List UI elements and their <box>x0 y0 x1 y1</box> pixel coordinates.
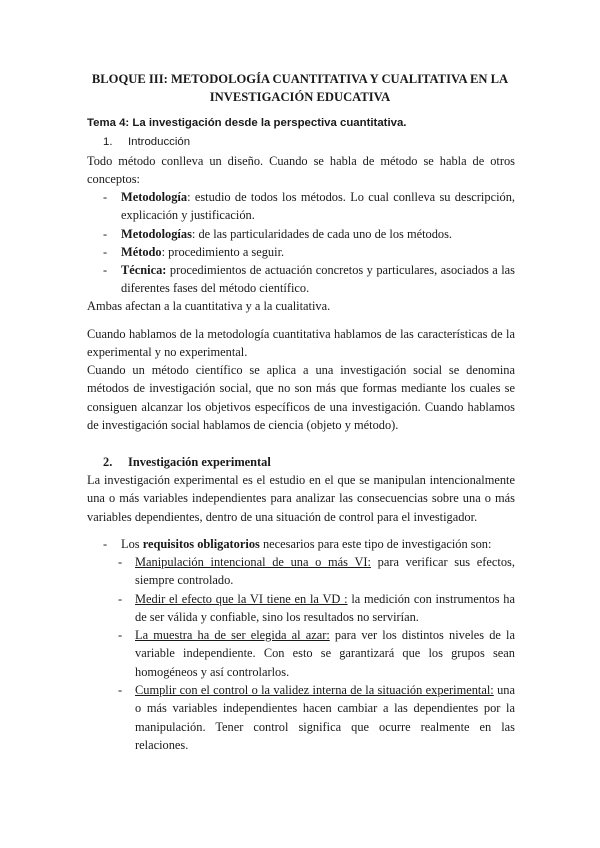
section-2-number: 2. <box>103 455 113 469</box>
section-1-number: 1. <box>103 136 113 148</box>
section-1-closing: Ambas afectan a la cuantitativa y a la cualitativa. <box>87 299 331 313</box>
list-item <box>103 626 515 681</box>
list-item <box>103 590 515 627</box>
document-title <box>70 70 530 106</box>
list-item <box>87 188 515 225</box>
section-1-paragraph-3: Cuando un método científico se aplica a una investigación social se denomina métodos de investigación social, que no son más que formas mediante los cuales se consiguen alcanzar los objetivos específicos de una investigación. Cuando hablamos de investigación social hablamos de ciencia (objeto y método). <box>87 363 515 432</box>
req-prefix: Los <box>121 537 143 551</box>
requirement-text: la medición con instrumentos ha de ser válida y confiable, sino los resultados no servirían. <box>135 591 515 624</box>
definition: : procedimiento a seguir. <box>161 244 285 259</box>
list-item <box>87 243 515 261</box>
topic-heading: Tema 4: La investigación desde la perspectiva cuantitativa. <box>87 117 407 129</box>
definition: : estudio de todos los métodos. Lo cual conlleva su descripción, explicación y justificación. <box>121 190 515 223</box>
req-bold: requisitos obligatorios <box>142 537 260 551</box>
section-1-paragraph-2: Cuando hablamos de la metodología cuantitativa hablamos de las características de la experimental y no experimental. <box>87 327 515 360</box>
concepts-list <box>87 188 515 298</box>
requirement-text: para ver los distintos niveles de la variable independiente. Con esto se garantizará que los grupos sean homogéneos y así controlarlos. <box>135 628 515 679</box>
requirements-intro-list <box>87 535 515 553</box>
section-1-title: Introducción <box>128 136 191 148</box>
requirement-title: Manipulación intencional de una o más VI: <box>135 555 371 569</box>
section-2-heading <box>87 453 515 471</box>
requirement-text: para verificar sus efectos, siempre controlado. <box>135 555 515 588</box>
term: Método <box>121 244 162 259</box>
list-item <box>87 535 515 553</box>
section-1-heading <box>87 133 515 151</box>
term: Técnica: <box>121 263 167 278</box>
requirements-list <box>103 553 515 754</box>
list-item <box>103 553 515 590</box>
section-2-title: Investigación experimental <box>128 455 271 469</box>
requirement-text: una o más variables independientes hacen cambiar a las dependientes por la manipulación. Tener control significa que ocurre realmente en las relaciones. <box>135 683 515 752</box>
title-line-1: BLOQUE III: METODOLOGÍA CUANTITATIVA Y CUALITATIVA EN LA <box>91 72 509 86</box>
list-item <box>103 681 515 754</box>
term: Metodología <box>121 190 188 204</box>
requirement-title: Cumplir con el control o la validez interna de la situación experimental: <box>135 683 494 698</box>
req-suffix: necesarios para este tipo de investigación son: <box>259 537 492 551</box>
definition: procedimientos de actuación concretos y particulares, asociados a las diferentes fases del método científico. <box>121 263 515 296</box>
title-line-2: INVESTIGACIÓN EDUCATIVA <box>209 90 391 104</box>
term: Metodologías <box>121 226 192 241</box>
requirement-title: Medir el efecto que la VI tiene en la VD : <box>135 591 348 606</box>
list-item <box>87 225 515 243</box>
list-item <box>87 261 515 298</box>
section-2-paragraph: La investigación experimental es el estudio en el que se manipulan intencionalmente una o más variables independientes para analizar las consecuencias sobre una o más variables dependientes, dentro de una situación de control para el investigador. <box>87 473 515 524</box>
definition: : de las particularidades de cada uno de los métodos. <box>191 226 453 241</box>
section-1-intro: Todo método conlleva un diseño. Cuando se habla de método se habla de otros conceptos: <box>87 154 515 187</box>
requirement-title: La muestra ha de ser elegida al azar: <box>135 628 330 643</box>
